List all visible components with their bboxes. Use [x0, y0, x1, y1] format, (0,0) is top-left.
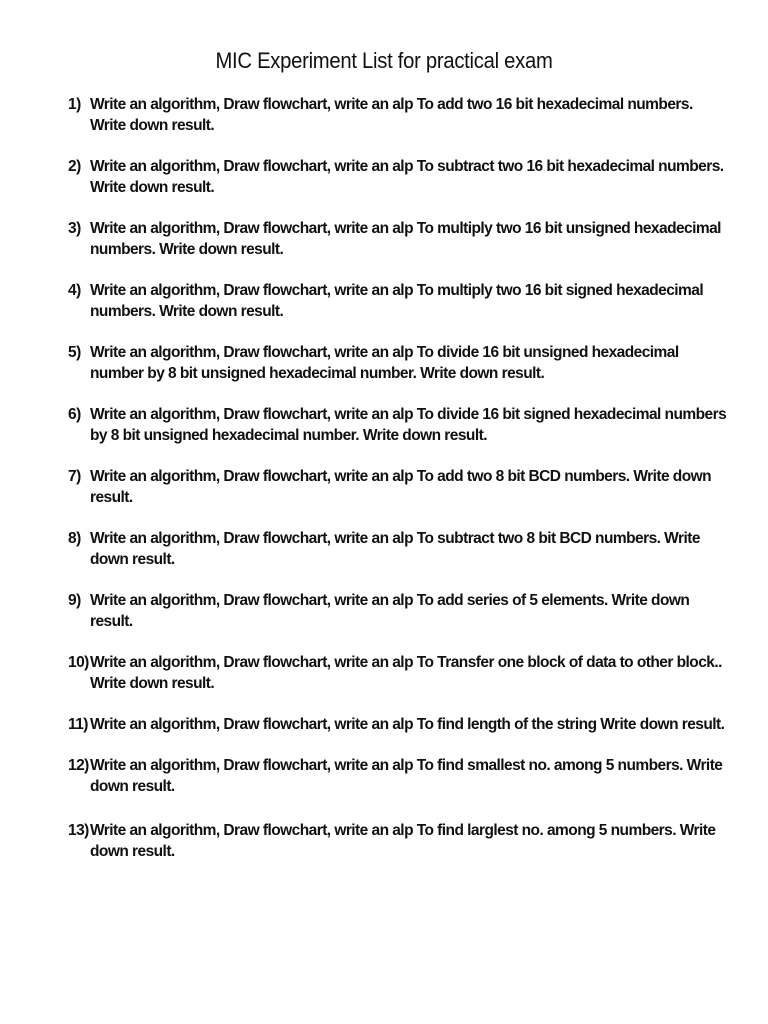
list-item: [68, 528, 728, 570]
item-text: Write an algorithm, Draw flowchart, write an alp To Transfer one block of data to other block.. Write down result.: [90, 654, 722, 692]
list-item: [68, 755, 728, 797]
item-text: Write an algorithm, Draw flowchart, write an alp To add two 8 bit BCD numbers. Write down result.: [90, 468, 712, 506]
item-text: Write an algorithm, Draw flowchart, write an alp To multiply two 16 bit unsigned hexadecimal numbers. Write down result.: [90, 220, 721, 258]
item-number: 12): [68, 757, 89, 774]
item-text: Write an algorithm, Draw flowchart, write an alp To divide 16 bit unsigned hexadecimal number by 8 bit unsigned hexadecimal number. Write down result.: [90, 344, 679, 382]
item-text: Write an algorithm, Draw flowchart, write an alp To divide 16 bit signed hexadecimal numbers by 8 bit unsigned hexadecimal number. Write down result.: [90, 406, 727, 444]
item-text: Write an algorithm, Draw flowchart, write an alp To subtract two 8 bit BCD numbers. Write down result.: [90, 530, 700, 568]
item-text: Write an algorithm, Draw flowchart, write an alp To find length of the string Write down result.: [90, 716, 725, 733]
experiment-list: [68, 94, 728, 882]
list-item: [68, 280, 728, 322]
item-number: 5): [68, 344, 81, 361]
item-text: Write an algorithm, Draw flowchart, write an alp To add two 16 bit hexadecimal numbers. Write down result.: [90, 96, 693, 134]
list-item: [68, 94, 728, 136]
list-item: [68, 652, 728, 694]
item-number: 2): [68, 158, 81, 175]
item-text: Write an algorithm, Draw flowchart, write an alp To add series of 5 elements. Write down result.: [90, 592, 690, 630]
item-number: 11): [68, 716, 88, 733]
page-title: MIC Experiment List for practical exam: [215, 48, 553, 73]
item-text: Write an algorithm, Draw flowchart, write an alp To find larglest no. among 5 numbers. Write down result.: [90, 822, 716, 860]
list-item: [68, 156, 728, 198]
list-item: [68, 820, 728, 862]
item-number: 1): [68, 96, 81, 113]
list-item: [68, 466, 728, 508]
item-number: 8): [68, 530, 81, 547]
list-item: [68, 404, 728, 446]
item-text: Write an algorithm, Draw flowchart, write an alp To find smallest no. among 5 numbers. Write down result.: [90, 757, 723, 795]
list-item: [68, 590, 728, 632]
item-text: Write an algorithm, Draw flowchart, write an alp To subtract two 16 bit hexadecimal numbers. Write down result.: [90, 158, 724, 196]
item-number: 9): [68, 592, 81, 609]
item-number: 7): [68, 468, 81, 485]
list-item: [68, 714, 728, 735]
list-item: [68, 218, 728, 260]
item-number: 4): [68, 282, 81, 299]
list-item: [68, 342, 728, 384]
item-text: Write an algorithm, Draw flowchart, write an alp To multiply two 16 bit signed hexadecimal numbers. Write down result.: [90, 282, 704, 320]
item-number: 10): [68, 654, 89, 671]
item-number: 3): [68, 220, 81, 237]
item-number: 6): [68, 406, 81, 423]
item-number: 13): [68, 822, 89, 839]
